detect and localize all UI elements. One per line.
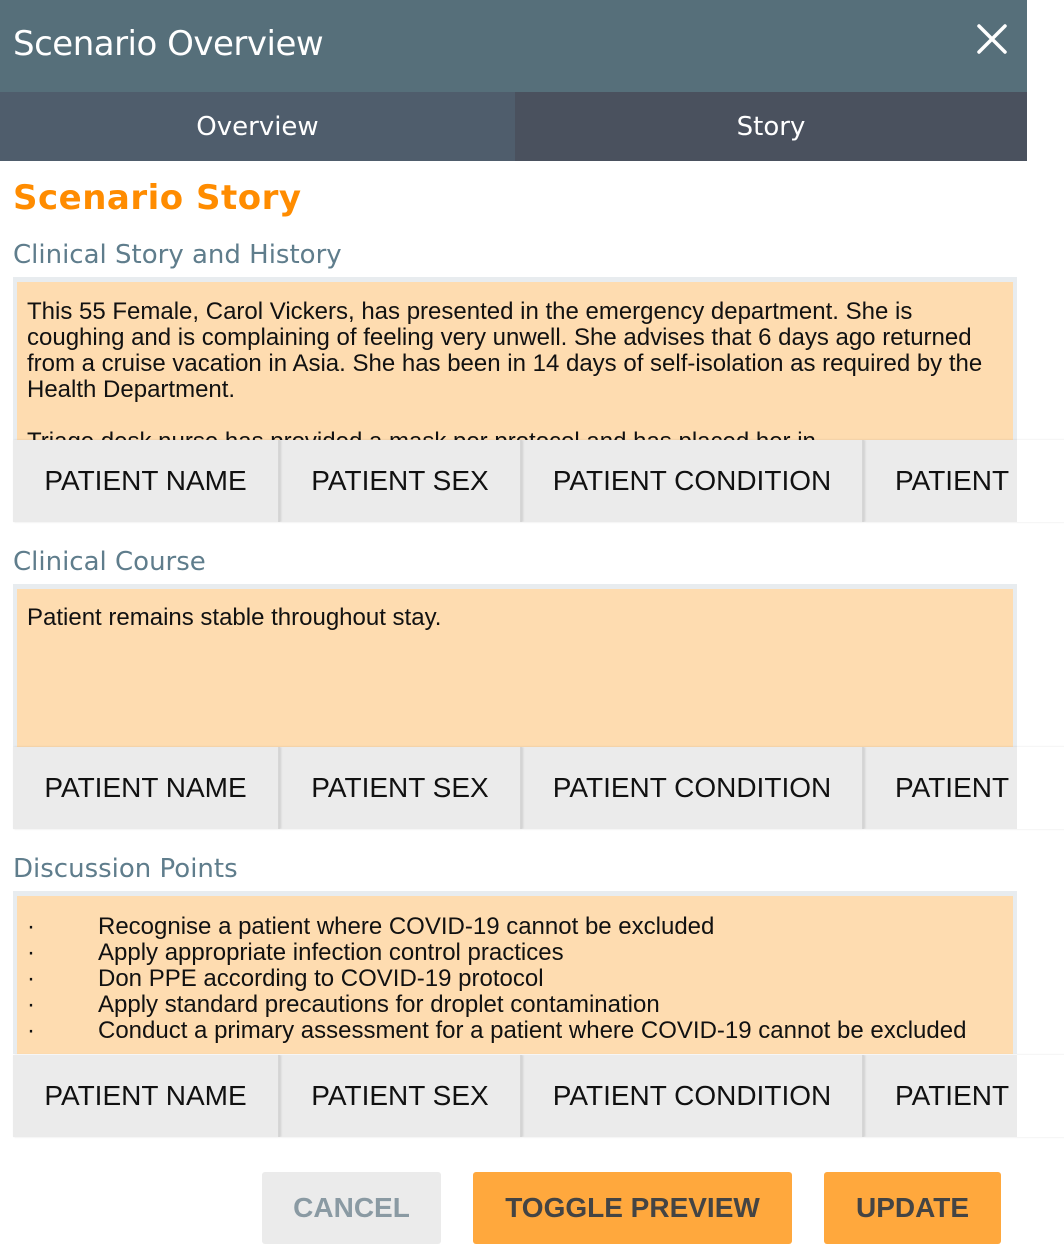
clinical-course-field[interactable] <box>13 584 1017 747</box>
insert-patient-button[interactable]: PATIENT <box>864 1055 1064 1137</box>
list-item: · Apply standard precautions for droplet contamination <box>27 991 660 1018</box>
clinical-story-text[interactable]: This 55 Female, Carol Vickers, has presented in the emergency department. She is coughing and is complaining of feeling very unwell. She advises that 6 days ago returned from a cruise vacation in Asia. She has been in 14 days of self-isolation as required by the Health Department. <box>17 282 1013 440</box>
tab-overview[interactable]: Overview <box>0 92 515 161</box>
insert-patient-sex-button[interactable]: PATIENT SEX <box>280 1055 522 1137</box>
insert-patient-name-button[interactable]: PATIENT NAME <box>13 747 280 829</box>
clinical-course-text[interactable]: Patient remains stable throughout stay. <box>17 589 1013 747</box>
list-item: · Recognise a patient where COVID-19 cannot be excluded <box>27 913 715 940</box>
insert-patient-button[interactable]: PATIENT <box>864 440 1064 522</box>
clinical-course-label: Clinical Course <box>13 547 206 577</box>
insert-field-buttons <box>13 440 1017 522</box>
list-item: · Apply appropriate infection control practices <box>27 939 564 966</box>
insert-patient-condition-button[interactable]: PATIENT CONDITION <box>522 1055 864 1137</box>
toggle-preview-button[interactable]: TOGGLE PREVIEW <box>473 1172 792 1244</box>
discussion-points-field[interactable] <box>13 891 1017 1054</box>
insert-patient-condition-button[interactable]: PATIENT CONDITION <box>522 747 864 829</box>
discussion-points-text[interactable] <box>17 896 1013 1054</box>
insert-field-buttons <box>13 1055 1017 1137</box>
clinical-story-label: Clinical Story and History <box>13 240 342 270</box>
page-title: Scenario Story <box>13 178 302 218</box>
tab-story[interactable]: Story <box>515 92 1027 161</box>
modal-title: Scenario Overview <box>13 24 324 64</box>
modal-header <box>0 0 1027 92</box>
insert-patient-condition-button[interactable]: PATIENT CONDITION <box>522 440 864 522</box>
close-icon[interactable] <box>975 22 1009 56</box>
tab-bar <box>0 92 1027 161</box>
insert-patient-name-button[interactable]: PATIENT NAME <box>13 1055 280 1137</box>
clinical-story-field[interactable] <box>13 277 1017 440</box>
discussion-points-label: Discussion Points <box>13 854 238 884</box>
insert-patient-name-button[interactable]: PATIENT NAME <box>13 440 280 522</box>
insert-field-buttons <box>13 747 1017 829</box>
insert-patient-button[interactable]: PATIENT <box>864 747 1064 829</box>
insert-patient-sex-button[interactable]: PATIENT SEX <box>280 440 522 522</box>
list-item: · Don PPE according to COVID-19 protocol <box>27 965 544 992</box>
cancel-button[interactable]: CANCEL <box>262 1172 441 1244</box>
list-item: · Conduct a primary assessment for a patient where COVID-19 cannot be excluded <box>27 1017 967 1044</box>
insert-patient-sex-button[interactable]: PATIENT SEX <box>280 747 522 829</box>
update-button[interactable]: UPDATE <box>824 1172 1001 1244</box>
